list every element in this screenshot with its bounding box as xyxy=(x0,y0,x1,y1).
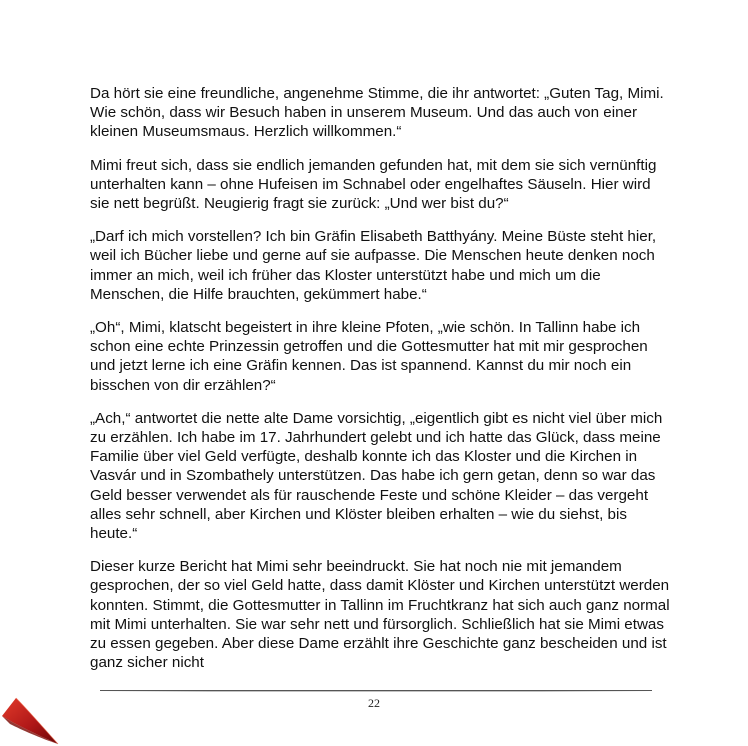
page-curl-icon xyxy=(0,694,62,746)
paragraph-2: Mimi freut sich, dass sie endlich jemanden gefunden hat, mit dem sie sich vernünftig unterhalten kann – ohne Hufeisen im Schnabel oder engelhaftes Säuseln. Hier wird sie nett begrüßt. Neugierig fragt sie zurück: „Und wer bist du?“ xyxy=(90,156,657,213)
paragraph-4: „Oh“, Mimi, klatscht begeistert in ihre kleine Pfoten, „wie schön. In Tallinn habe ich schon eine echte Prinzessin getroffen und die Gottesmutter hat mit mir gesprochen und jetzt lerne ich eine Gräfin kennen. Das ist spannend. Kannst du mir noch ein bisschen von dir erzählen?“ xyxy=(90,319,648,394)
paragraph-6: Dieser kurze Bericht hat Mimi sehr beeindruckt. Sie hat noch nie mit jemandem gesprochen, der so viel Geld hatte, dass damit Klöster und Kirchen unterstützt werden konnten. Stimmt, die Gottesmutter in Tallinn im Fruchtkranz hat sich auch ganz normal mit Mimi unterhalten. Sie war sehr nett und fürsorglich. Schließlich hat sie Mimi etwas zu essen gegeben. Aber diese Dame erzählt ihre Geschichte ganz bescheiden und ist ganz sicher nicht xyxy=(90,558,670,672)
paragraph-3: „Darf ich mich vorstellen? Ich bin Gräfin Elisabeth Batthyány. Meine Büste steht hier, weil ich Bücher liebe und gerne auf sie aufpasse. Die Menschen heute denken noch immer an mich, weil ich früher das Kloster unterstützt habe und mich um die Menschen, die Hilfe brauchten, gekümmert habe.“ xyxy=(90,228,657,303)
footer-rule-shadow xyxy=(100,691,652,692)
paragraph-1: Da hört sie eine freundliche, angenehme Stimme, die ihr antwortet: „Guten Tag, Mimi. Wie schön, dass wir Besuch haben in unserem Museum. Und das auch von einer kleinen Museumsmaus. Herzlich willkommen.“ xyxy=(90,85,664,141)
paragraph-5: „Ach,“ antwortet die nette alte Dame vorsichtig, „eigentlich gibt es nicht viel über mich zu erzählen. Ich habe im 17. Jahrhundert gelebt und ich hatte das Glück, dass meine Familie über viel Geld verfügte, deshalb konnte ich das Kloster und die Kirchen in Vasvár und in Szombathely unterstützen. Das habe ich gern getan, denn so war das Geld besser verwendet als für rauschende Feste und schöne Kleider – das vergeht alles sehr schnell, aber Kirchen und Klöster bleiben erhalten – wie du siehst, bis heute.“ xyxy=(90,409,663,543)
page-number: 22 xyxy=(368,696,380,710)
body-text xyxy=(90,84,670,686)
